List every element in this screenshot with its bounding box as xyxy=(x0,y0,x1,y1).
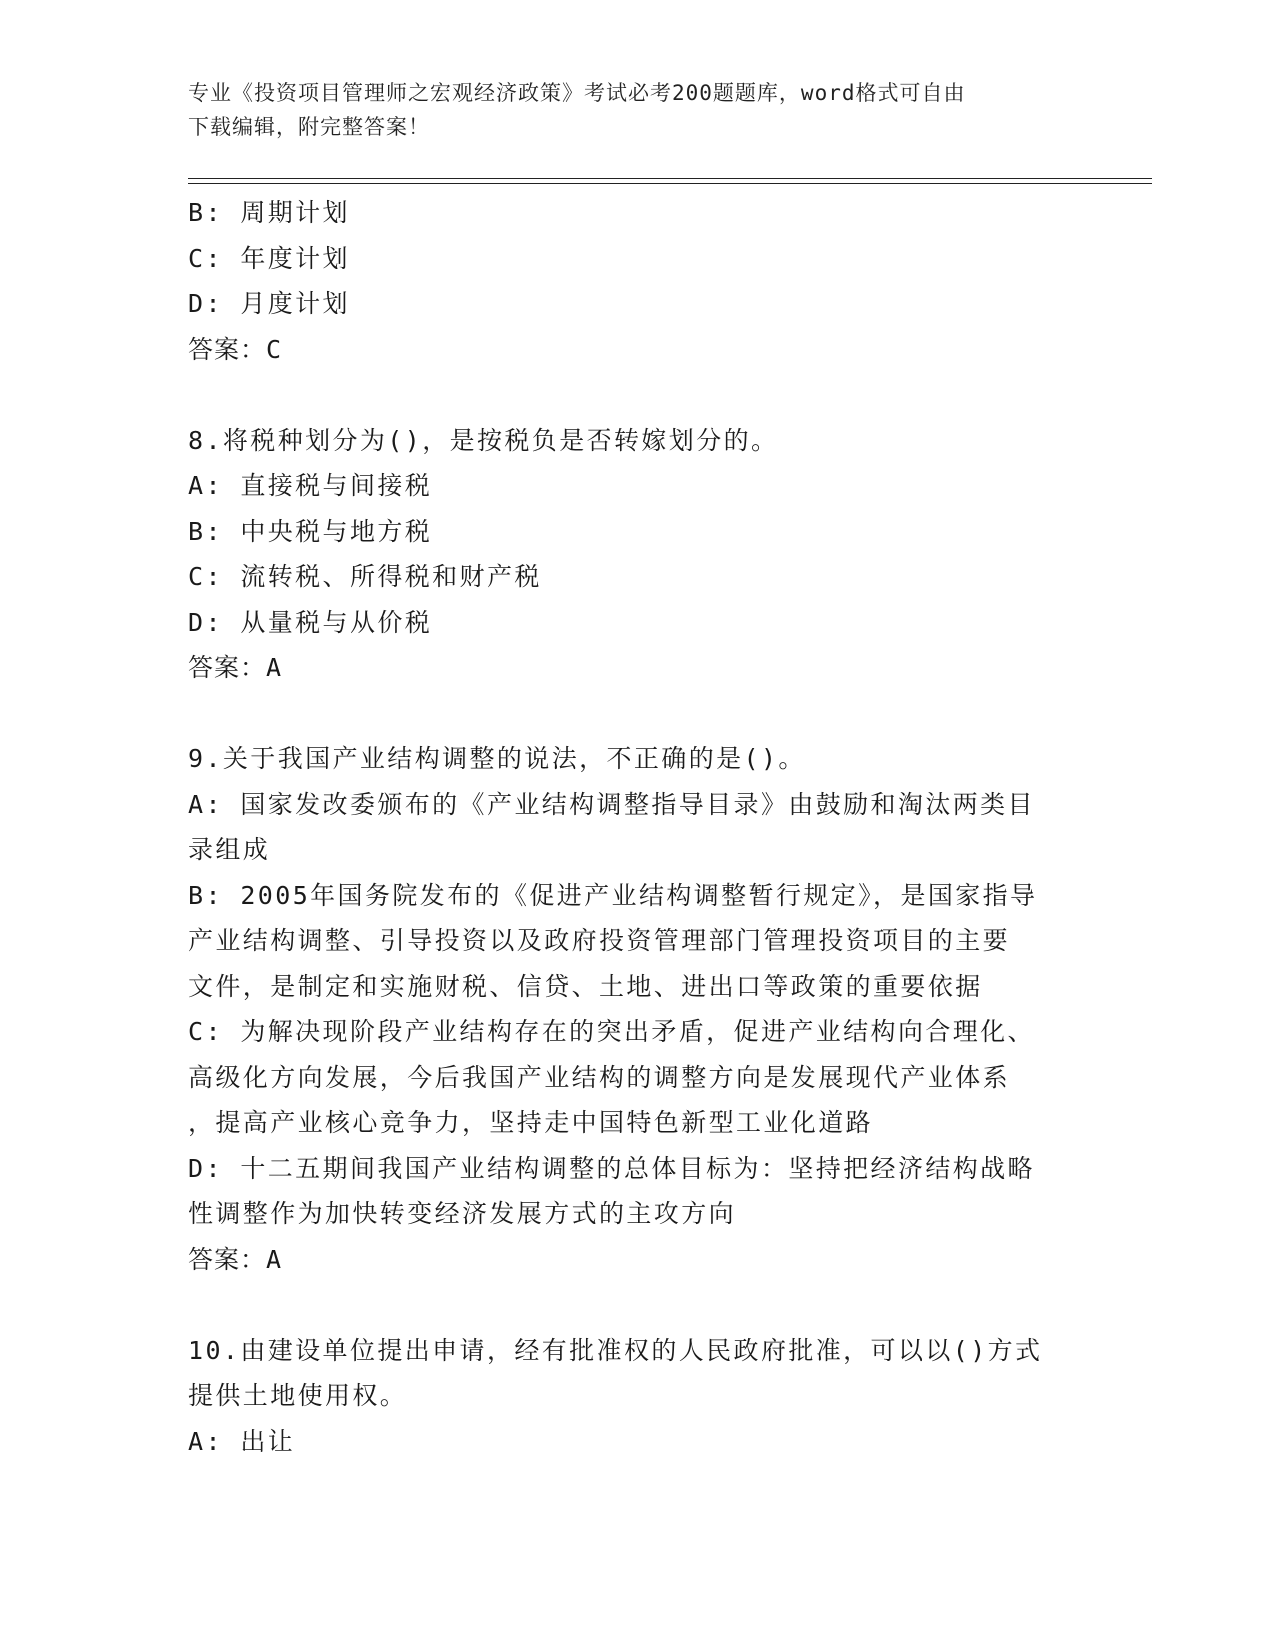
question-stem: 8.将税种划分为()，是按税负是否转嫁划分的。 xyxy=(188,425,779,455)
page-header xyxy=(188,76,1068,144)
question-9 xyxy=(188,736,1088,1282)
option-d: D: 从量税与从价税 xyxy=(188,607,433,637)
option-b-line-1: B: 2005年国务院发布的《促进产业结构调整暂行规定》，是国家指导 xyxy=(188,880,1038,910)
option-c: C: 流转税、所得税和财产税 xyxy=(188,562,542,591)
option-d: D: 月度计划 xyxy=(188,289,350,318)
question-8 xyxy=(188,418,1088,691)
question-stem-line-2: 提供土地使用权。 xyxy=(188,1381,408,1410)
question-stem: 9.关于我国产业结构调整的说法，不正确的是()。 xyxy=(188,744,806,773)
header-line-1: 专业《投资项目管理师之宏观经济政策》考试必考200题题库，word格式可自由 xyxy=(188,81,966,105)
option-a: A: 直接税与间接税 xyxy=(188,471,433,500)
spacer xyxy=(188,691,1088,737)
option-c-line-2: 高级化方向发展，今后我国产业结构的调整方向是发展现代产业体系 xyxy=(188,1062,1011,1092)
spacer xyxy=(188,372,1088,418)
answer: 答案：C xyxy=(188,334,283,364)
option-c: C: 年度计划 xyxy=(188,243,350,273)
option-d-line-1: D: 十二五期间我国产业结构调整的总体目标为：坚持把经济结构战略 xyxy=(188,1153,1035,1183)
option-a: A: 出让 xyxy=(188,1426,296,1456)
spacer xyxy=(188,1282,1088,1328)
question-7 xyxy=(188,190,1088,372)
header-line-2: 下载编辑，附完整答案！ xyxy=(188,115,430,139)
answer: 答案：A xyxy=(188,1244,283,1274)
option-c-line-1: C: 为解决现阶段产业结构存在的突出矛盾，促进产业结构向合理化、 xyxy=(188,1017,1035,1046)
option-b-line-2: 产业结构调整、引导投资以及政府投资管理部门管理投资项目的主要 xyxy=(188,926,1011,955)
question-stem-line-1: 10.由建设单位提出申请，经有批准权的人民政府批准，可以以()方式 xyxy=(188,1335,1043,1365)
option-d-line-2: 性调整作为加快转变经济发展方式的主攻方向 xyxy=(188,1199,737,1228)
header-divider-bottom xyxy=(188,183,1152,184)
option-b: B: 周期计划 xyxy=(188,198,350,227)
option-a-line-1: A: 国家发改委颁布的《产业结构调整指导目录》由鼓励和淘汰两类目 xyxy=(188,789,1035,819)
question-10 xyxy=(188,1328,1088,1465)
question-list xyxy=(188,190,1088,1464)
option-b: B: 中央税与地方税 xyxy=(188,516,433,546)
answer: 答案：A xyxy=(188,653,283,682)
option-b-line-3: 文件，是制定和实施财税、信贷、土地、进出口等政策的重要依据 xyxy=(188,971,983,1001)
header-divider-top xyxy=(188,178,1152,179)
option-a-line-2: 录组成 xyxy=(188,835,271,864)
option-c-line-3: ，提高产业核心竞争力，坚持走中国特色新型工业化道路 xyxy=(188,1108,874,1137)
